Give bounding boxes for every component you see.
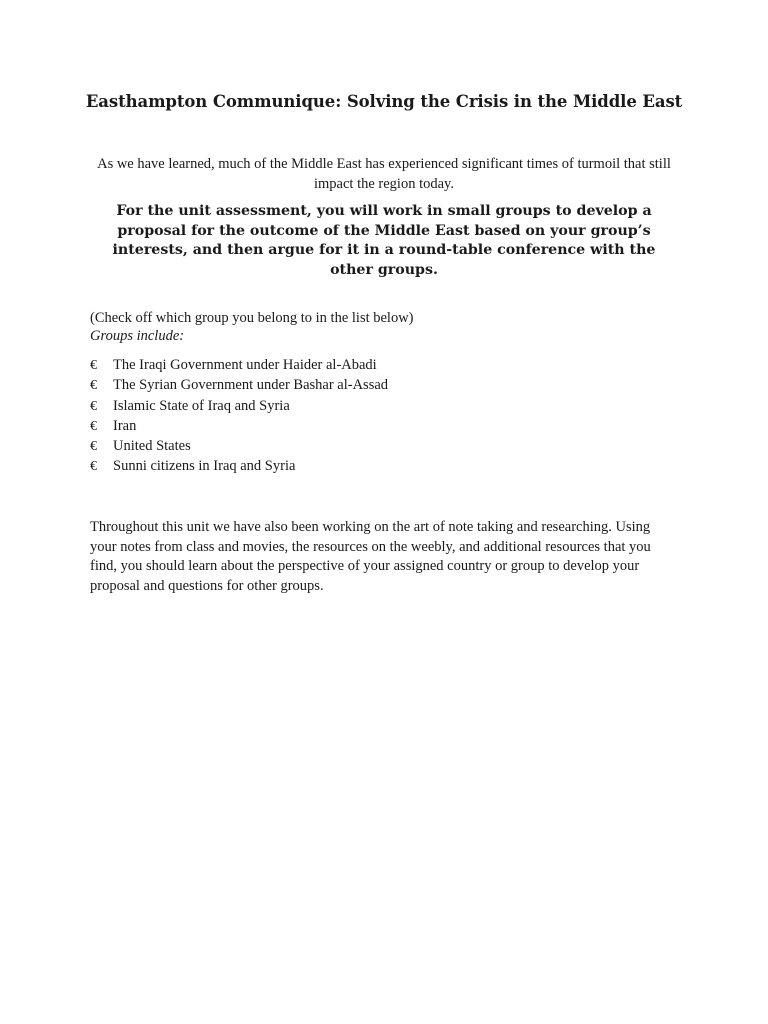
groups-label: Groups include:	[90, 328, 185, 344]
group-list-item	[90, 398, 388, 418]
group-label: United States	[113, 438, 191, 455]
checkbox-bullet-icon: €	[90, 398, 97, 414]
group-label: Iran	[113, 417, 137, 434]
checkbox-bullet-icon: €	[90, 378, 97, 394]
group-list-item	[90, 418, 388, 438]
group-list-item	[90, 458, 388, 478]
assessment-paragraph: For the unit assessment, you will work in small groups to develop a proposal for the outcome of the Middle East based on your group’s interests, and then argue for it in a round-table conference with the other groups.	[112, 203, 656, 278]
group-list-item	[90, 438, 388, 458]
group-label: Sunni citizens in Iraq and Syria	[113, 458, 296, 475]
research-paragraph: Throughout this unit we have also been working on the art of note taking and researching. Using your notes from class and movies, the resources on the weebly, and additional resources that you find, you should learn about the perspective of your assigned country or group to develop your proposal and questions for other groups.	[90, 519, 651, 594]
group-label: Islamic State of Iraq and Syria	[113, 397, 290, 414]
intro-paragraph: As we have learned, much of the Middle East has experienced significant times of turmoil that still impact the region today.	[97, 156, 671, 192]
group-list	[90, 357, 388, 479]
document-title: Easthampton Communique: Solving the Crisis in the Middle East	[85, 92, 683, 111]
checkbox-bullet-icon: €	[90, 358, 97, 373]
checkbox-bullet-icon: €	[90, 459, 97, 475]
checkbox-bullet-icon: €	[90, 439, 97, 455]
group-list-item	[90, 357, 388, 377]
group-label: The Iraqi Government under Haider al-Abadi	[113, 357, 377, 373]
check-off-note: (Check off which group you belong to in the list below)	[90, 310, 414, 326]
group-label: The Syrian Government under Bashar al-Assad	[113, 377, 389, 394]
checkbox-bullet-icon: €	[90, 418, 97, 434]
group-list-item	[90, 377, 388, 397]
